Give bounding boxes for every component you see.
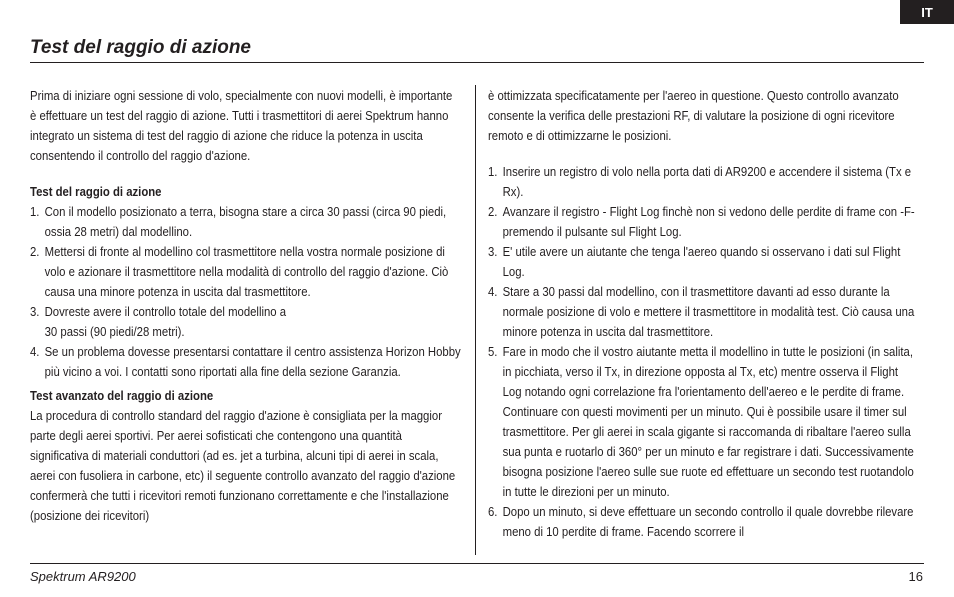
footer-product-name: Spektrum AR9200 bbox=[30, 569, 136, 584]
step-number: 1. bbox=[30, 204, 40, 219]
list-item bbox=[488, 502, 918, 542]
column-divider bbox=[475, 85, 476, 555]
list-item bbox=[30, 322, 462, 342]
list-item bbox=[488, 342, 918, 502]
intro-paragraph: Prima di iniziare ogni sessione di volo, specialmente con nuovi modelli, è importante è effettuare un test del raggio di azione. Tutti i trasmettitori di aerei Spektrum hanno integrato un sistema di test del raggio di azione che riduce la potenza in uscita consentendo il controllo del raggio d'azione. bbox=[30, 88, 453, 163]
step-number: 4. bbox=[488, 284, 498, 299]
step-number: 4. bbox=[30, 344, 40, 359]
step-number: 3. bbox=[488, 244, 498, 259]
list-item bbox=[30, 242, 462, 302]
section-heading-advanced-range-test: Test avanzato del raggio di azione bbox=[30, 388, 214, 403]
range-test-steps bbox=[30, 202, 462, 382]
list-item bbox=[30, 302, 462, 322]
step-text: Mettersi di fronte al modellino col trasmettitore nella vostra normale posizione di volo e azionare il trasmettitore nella modalità di controllo del raggio d'azione. Ciò causa una minore potenza in uscita dal trasmettitore. bbox=[44, 244, 449, 299]
advanced-test-steps bbox=[488, 162, 918, 542]
advanced-paragraph: La procedura di controllo standard del raggio d'azione è consigliata per la maggior parte degli aerei sportivi. Per aerei sofisticati che contengono una quantità significativa di materiali conduttori (ad es. jet a turbina, alcuni tipi di aerei in scala, aerei con fusoliera in carbone, etc) il seguente controllo avanzato del raggio d'azione confermerà che tutti i ricevitori remoti funzionano correttamente e che l'installazione (posizione dei ricevitori) bbox=[30, 408, 456, 523]
step-number: 3. bbox=[30, 304, 40, 319]
step-text: Con il modello posizionato a terra, bisogna stare a circa 30 passi (circa 90 piedi, ossia 28 metri) dal modellino. bbox=[44, 204, 447, 239]
step-text: Inserire un registro di volo nella porta dati di AR9200 e accendere il sistema (Tx e Rx). bbox=[502, 164, 912, 199]
step-number: 5. bbox=[488, 344, 498, 359]
section-heading-range-test: Test del raggio di azione bbox=[30, 184, 162, 199]
footer-rule bbox=[30, 563, 924, 564]
step-text: Dovreste avere il controllo totale del modellino a bbox=[44, 304, 287, 319]
step-text: E' utile avere un aiutante che tenga l'aereo quando si osservano i dati sul Flight Log. bbox=[502, 244, 901, 279]
title-rule bbox=[30, 62, 924, 63]
step-text: 30 passi (90 piedi/28 metri). bbox=[44, 324, 185, 339]
list-item bbox=[30, 342, 462, 382]
list-item bbox=[488, 242, 918, 282]
continued-paragraph: è ottimizzata specificatamente per l'aereo in questione. Questo controllo avanzato consente la verifica delle prestazioni RF, di valutare la posizione di ogni ricevitore remoto e di ottimizzarne le posizioni. bbox=[488, 88, 899, 143]
list-item bbox=[488, 282, 918, 342]
list-item bbox=[488, 202, 918, 242]
language-tab: IT bbox=[900, 0, 954, 24]
step-number: 6. bbox=[488, 504, 498, 519]
step-text: Fare in modo che il vostro aiutante metta il modellino in tutte le posizioni (in salita, in picchiata, verso il Tx, in direzione opposta al Tx, etc) mentre osserva il Flight Log notando ogni correlazione fra l'orientamento dell'aereo e le perdite di frame. Continuare con questi movimenti per un minuto. Qui è possibile usare il timer sul trasmettitore. Per gli aerei in scala gigante si raccomanda di ribaltare l'aereo sulla sua punta e ruotarlo di 360° per un minuto e far registrare i dati. Successivamente bisogna posizione l'aereo sulle sue ruote ed effettuare un secondo test ruotandolo in tutte le direzioni per un minuto. bbox=[502, 344, 914, 499]
step-number: 2. bbox=[488, 204, 498, 219]
page-number: 16 bbox=[908, 569, 923, 584]
left-column bbox=[30, 86, 462, 526]
page-title: Test del raggio di azione bbox=[30, 37, 251, 58]
step-text: Dopo un minuto, si deve effettuare un secondo controllo il quale dovrebbe rilevare meno di 10 perdite di frame. Facendo scorrere il bbox=[502, 504, 914, 539]
step-number: 1. bbox=[488, 164, 498, 179]
step-text: Stare a 30 passi dal modellino, con il trasmettitore davanti ad esso durante la normale posizione di volo e mettere il trasmettitore in modalità test. Ciò causa una minore potenza in uscita dal trasmettitore. bbox=[502, 284, 915, 339]
list-item bbox=[488, 162, 918, 202]
list-item bbox=[30, 202, 462, 242]
right-column bbox=[488, 86, 918, 542]
step-text: Se un problema dovesse presentarsi contattare il centro assistenza Horizon Hobby più vicino a voi. I contatti sono riportati alla fine della sezione Garanzia. bbox=[44, 344, 461, 379]
step-number: 2. bbox=[30, 244, 40, 259]
step-text: Avanzare il registro - Flight Log finchè non si vedono delle perdite di frame con -F- premendo il pulsante sul Flight Log. bbox=[502, 204, 915, 239]
